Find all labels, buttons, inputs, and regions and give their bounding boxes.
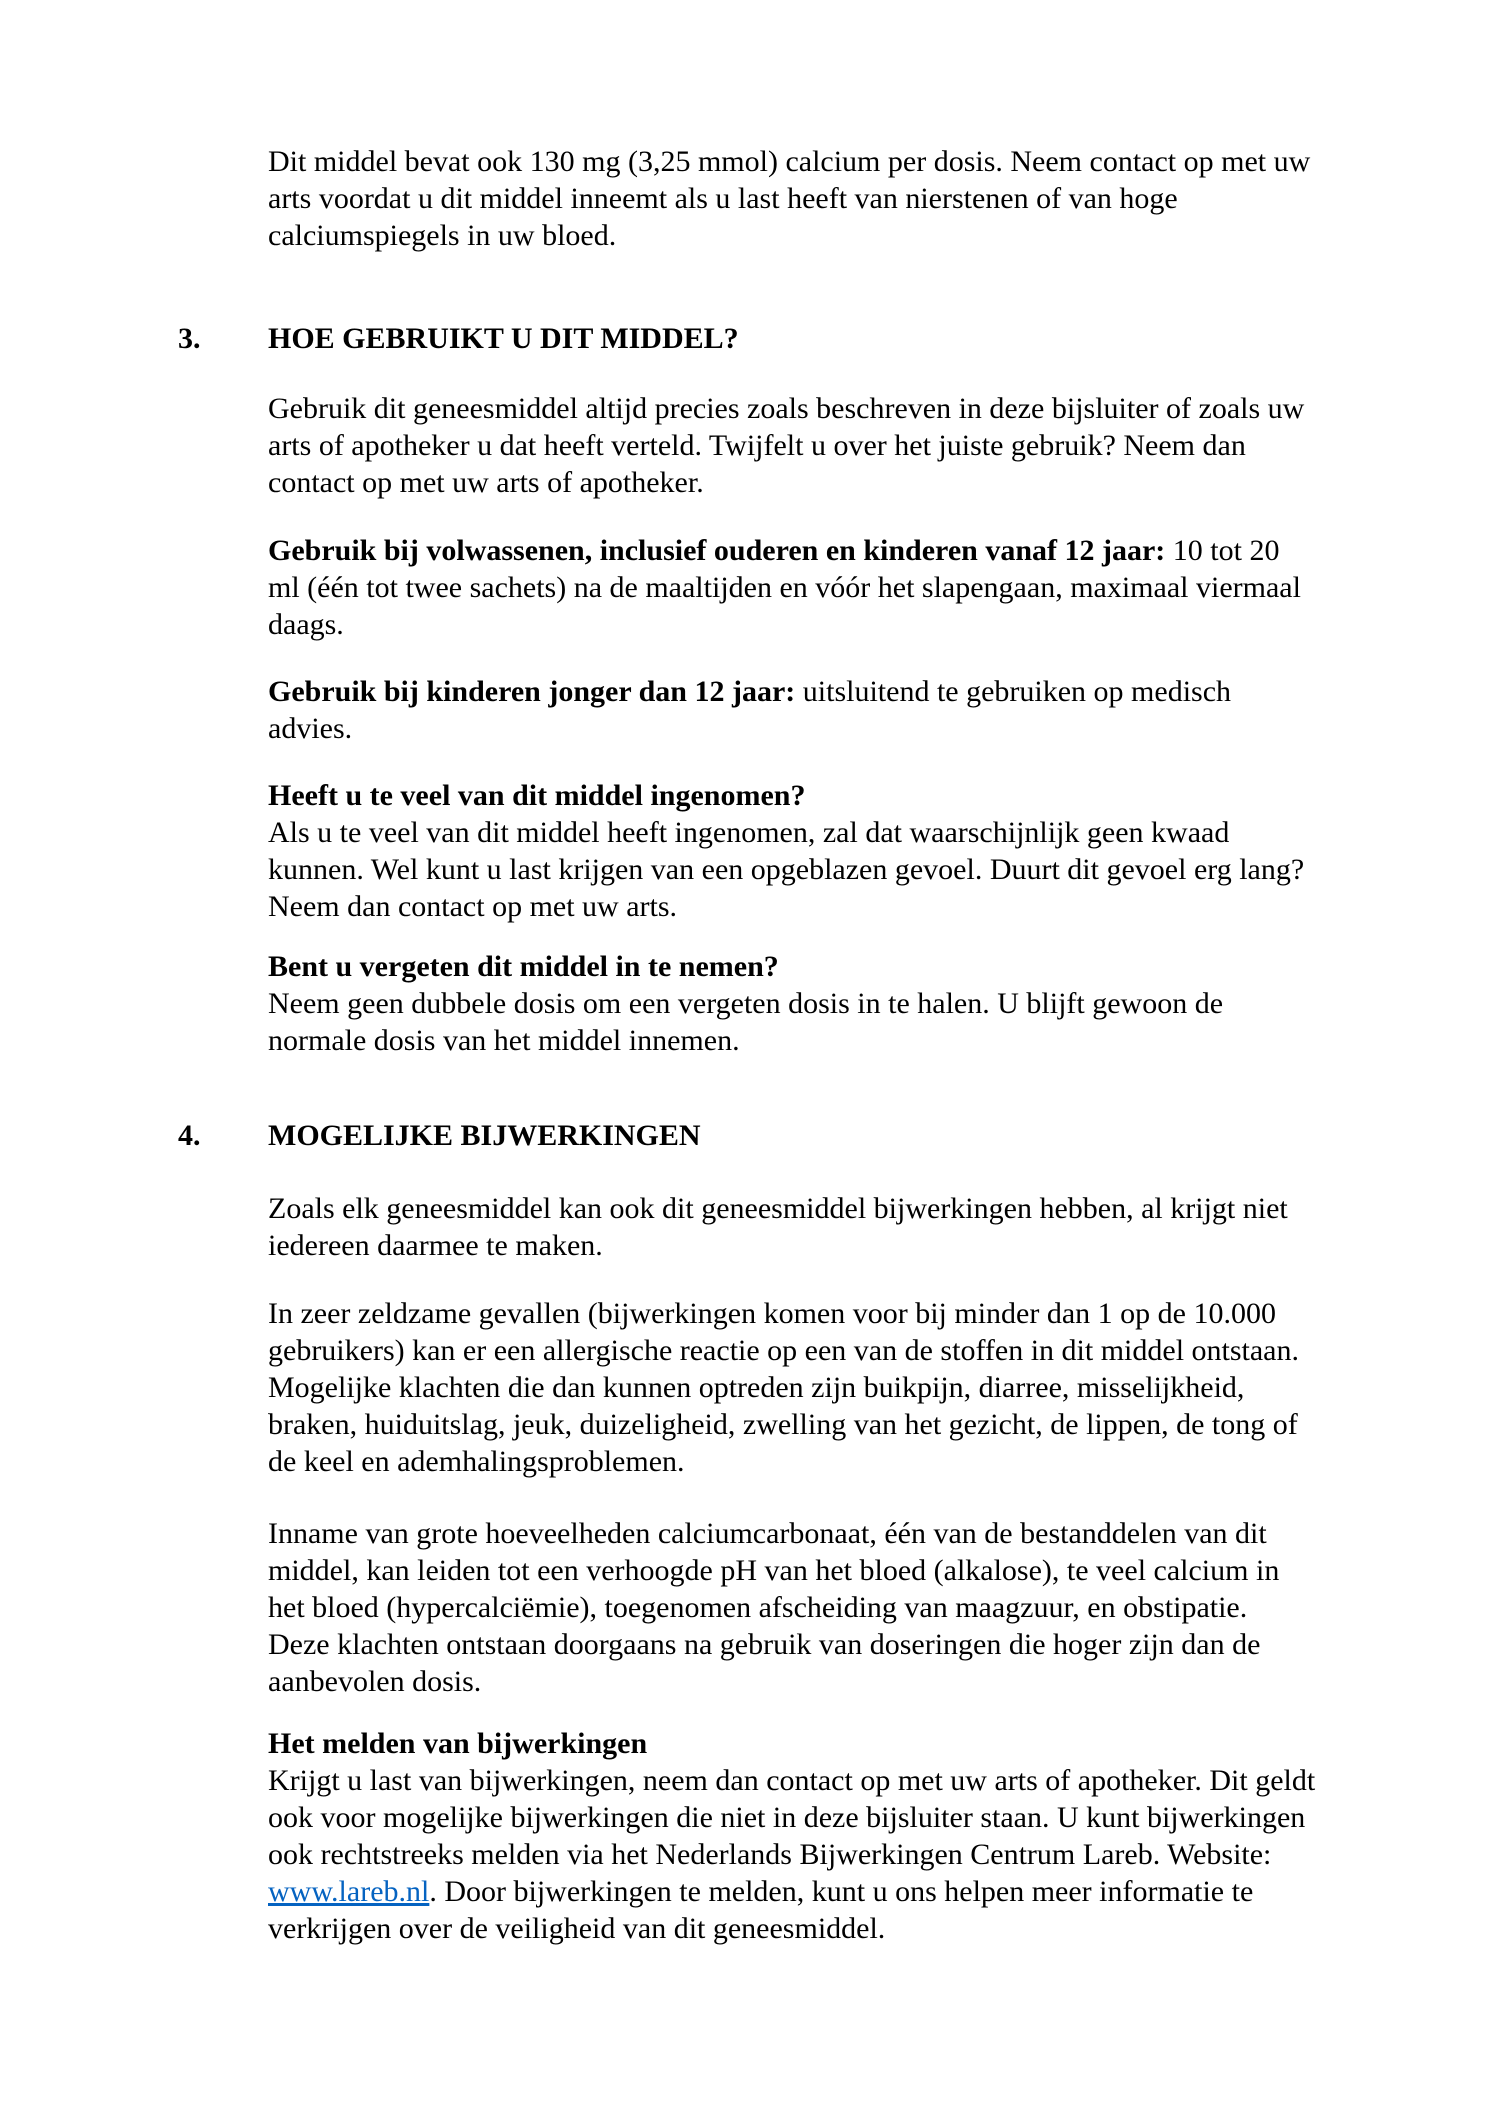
labeled-paragraph xyxy=(268,777,1316,925)
paragraph-subheading: Het melden van bijwerkingen xyxy=(268,1727,648,1760)
text-run: Als u te veel van dit middel heeft ingenomen, zal dat waarschijnlijk geen kwaad kunnen. Wel kunt u last krijgen van een opgeblazen gevoel. Duurt dit gevoel erg lang? Neem dan contact op met uw arts. xyxy=(268,816,1305,923)
paragraph xyxy=(268,390,1316,501)
paragraph-body xyxy=(268,814,1316,925)
text-run: Gebruik dit geneesmiddel altijd precies zoals beschreven in deze bijsluiter of zoals uw arts of apotheker u dat heeft verteld. Twijfelt u over het juiste gebruik? Neem dan contact op met uw arts of apotheker. xyxy=(268,392,1305,499)
paragraph-subheading: Bent u vergeten dit middel in te nemen? xyxy=(268,950,779,983)
paragraph-body xyxy=(268,985,1316,1059)
paragraph xyxy=(268,673,1316,747)
paragraph xyxy=(268,1515,1316,1700)
document-content xyxy=(178,143,1316,1947)
text-run: In zeer zeldzame gevallen (bijwerkingen komen voor bij minder dan 1 op de 10.000 gebruikers) kan er een allergische reactie op een van de stoffen in dit middel ontstaan. Mogelijke klachten die dan kunnen optreden zijn buikpijn, diarree, misselijkheid, braken, huiduitslag, jeuk, duizeligheid, zwelling van het gezicht, de lippen, de tong of de keel en ademhalingsproblemen. xyxy=(268,1297,1300,1478)
labeled-paragraph xyxy=(268,1725,1316,1947)
section-heading xyxy=(178,1117,1316,1154)
lareb-link[interactable]: www.lareb.nl xyxy=(268,1875,430,1908)
section-heading xyxy=(178,320,1316,357)
section-number: 3. xyxy=(178,322,201,355)
paragraph xyxy=(268,1295,1316,1480)
section-number: 4. xyxy=(178,1119,201,1152)
text-run: Inname van grote hoeveelheden calciumcarbonaat, één van de bestanddelen van dit middel, kan leiden tot een verhoogde pH van het bloed (alkalose), te veel calcium in het bloed (hypercalciëmie), toegenomen afscheiding van maagzuur, en obstipatie. Deze klachten ontstaan doorgaans na gebruik van doseringen die hoger zijn dan de aanbevolen dosis. xyxy=(268,1517,1280,1698)
text-run: Krijgt u last van bijwerkingen, neem dan contact op met uw arts of apotheker. Dit geldt ook voor mogelijke bijwerkingen die niet in deze bijsluiter staan. U kunt bijwerkingen ook rechtstreeks melden via het Nederlands Bijwerkingen Centrum Lareb. Website: xyxy=(268,1764,1316,1871)
paragraph-subheading: Heeft u te veel van dit middel ingenomen? xyxy=(268,779,806,812)
labeled-paragraph xyxy=(268,948,1316,1059)
section-heading-title: MOGELIJKE BIJWERKINGEN xyxy=(268,1119,701,1152)
text-run: . Door bijwerkingen te melden, kunt u ons helpen meer informatie te verkrijgen over de veiligheid van dit geneesmiddel. xyxy=(268,1875,1254,1945)
text-run: Dit middel bevat ook 130 mg (3,25 mmol) calcium per dosis. Neem contact op met uw arts voordat u dit middel inneemt als u last heeft van nierstenen of van hoge calciumspiegels in uw bloed. xyxy=(268,145,1311,252)
paragraph xyxy=(268,532,1316,643)
paragraph xyxy=(268,1190,1316,1264)
paragraph xyxy=(268,143,1316,254)
bold-text-run: Gebruik bij volwassenen, inclusief ouderen en kinderen vanaf 12 jaar: xyxy=(268,534,1166,567)
bold-text-run: Gebruik bij kinderen jonger dan 12 jaar: xyxy=(268,675,796,708)
paragraph-body xyxy=(268,1762,1316,1947)
text-run: Zoals elk geneesmiddel kan ook dit geneesmiddel bijwerkingen hebben, al krijgt niet iedereen daarmee te maken. xyxy=(268,1192,1288,1262)
section-heading-title: HOE GEBRUIKT U DIT MIDDEL? xyxy=(268,322,739,355)
text-run: uitsluitend te gebruiken op medisch advies. xyxy=(268,675,1232,745)
text-run: 10 tot 20 ml (één tot twee sachets) na de maaltijden en vóór het slapengaan, maximaal viermaal daags. xyxy=(268,534,1301,641)
text-run: Neem geen dubbele dosis om een vergeten dosis in te halen. U blijft gewoon de normale dosis van het middel innemen. xyxy=(268,987,1224,1057)
